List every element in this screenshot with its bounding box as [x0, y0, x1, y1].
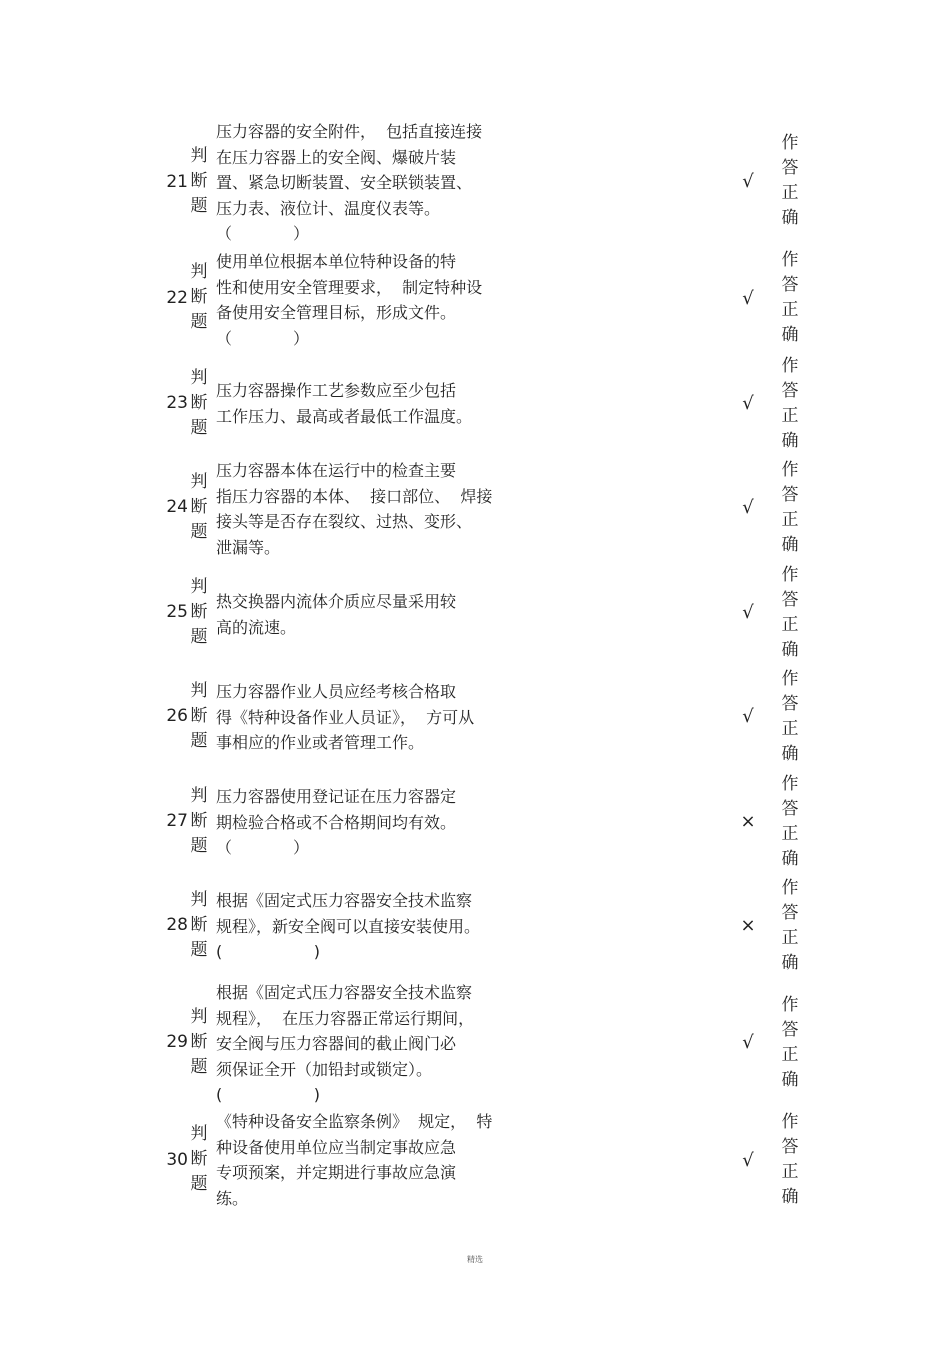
- result-status: 作 答 正 确: [781, 1112, 799, 1207]
- question-number: 30: [166, 1150, 188, 1170]
- answer-mark: √: [742, 1032, 754, 1053]
- question-type: 判 断 题: [190, 1007, 208, 1077]
- question-number: 25: [166, 602, 188, 622]
- question-number: 28: [166, 915, 188, 935]
- result-status: 作 答 正 确: [781, 774, 799, 869]
- question-text: 根据《固定式压力容器安全技术监察 规程》，新安全阀可以直接安装使用。 ( ): [216, 891, 481, 961]
- answer-mark: √: [742, 706, 754, 727]
- question-number: 21: [166, 172, 188, 192]
- answer-mark: ×: [740, 811, 756, 832]
- question-number: 29: [166, 1032, 188, 1052]
- question-text: 压力容器使用登记证在压力容器定 期检验合格或不合格期间均有效。 （ ）: [216, 787, 457, 857]
- question-type: 判 断 题: [190, 786, 208, 856]
- result-status: 作 答 正 确: [781, 669, 799, 764]
- question-text: 压力容器作业人员应经考核合格取 得《特种设备作业人员证》， 方可从 事相应的作业或者管理工作。: [216, 682, 475, 752]
- question-type: 判 断 题: [190, 472, 208, 542]
- page-footer: 精选: [467, 1255, 483, 1264]
- question-text: 压力容器的安全附件， 包括直接连接 在压力容器上的安全阀、爆破片装 置、紧急切断装置、安全联锁装置、 压力表、液位计、温度仪表等。 （ ）: [216, 122, 483, 243]
- question-number: 26: [166, 706, 188, 726]
- answer-mark: √: [742, 497, 754, 518]
- question-text: 压力容器本体在运行中的检查主要 指压力容器的本体、 接口部位、 焊接 接头等是否存在裂纹、过热、变形、 泄漏等。: [216, 461, 493, 557]
- question-type: 判 断 题: [190, 146, 208, 216]
- question-text: 使用单位根据本单位特种设备的特 性和使用安全管理要求， 制定特种设 备使用安全管理目标，形成文件。 （ ）: [216, 252, 483, 348]
- question-text: 《特种设备安全监察条例》 规定， 特 种设备使用单位应当制定事故应急 专项预案，并定期进行事故应急演 练。: [216, 1112, 493, 1208]
- answer-mark: √: [742, 393, 754, 414]
- question-type: 判 断 题: [190, 262, 208, 332]
- question-type: 判 断 题: [190, 681, 208, 751]
- question-text: 根据《固定式压力容器安全技术监察 规程》， 在压力容器正常运行期间， 安全阀与压力容器间的截止阀门必 须保证全开（加铅封或锁定）。 ( ): [216, 983, 475, 1104]
- question-text: 热交换器内流体介质应尽量采用较 高的流速。: [216, 592, 457, 637]
- question-type: 判 断 题: [190, 890, 208, 960]
- answer-mark: √: [742, 171, 754, 192]
- question-number: 23: [166, 393, 188, 413]
- question-number: 24: [166, 497, 188, 517]
- result-status: 作 答 正 确: [781, 250, 799, 345]
- result-status: 作 答 正 确: [781, 460, 799, 555]
- result-status: 作 答 正 确: [781, 356, 799, 451]
- question-type: 判 断 题: [190, 1124, 208, 1194]
- question-type: 判 断 题: [190, 577, 208, 647]
- result-status: 作 答 正 确: [781, 995, 799, 1090]
- question-type: 判 断 题: [190, 368, 208, 438]
- question-number: 22: [166, 288, 188, 308]
- answer-mark: ×: [740, 915, 756, 936]
- question-number: 27: [166, 811, 188, 831]
- result-status: 作 答 正 确: [781, 565, 799, 660]
- answer-mark: √: [742, 288, 754, 309]
- question-text: 压力容器操作工艺参数应至少包括 工作压力、最高或者最低工作温度。: [216, 381, 473, 426]
- result-status: 作 答 正 确: [781, 133, 799, 228]
- answer-mark: √: [742, 602, 754, 623]
- answer-mark: √: [742, 1150, 754, 1171]
- result-status: 作 答 正 确: [781, 878, 799, 973]
